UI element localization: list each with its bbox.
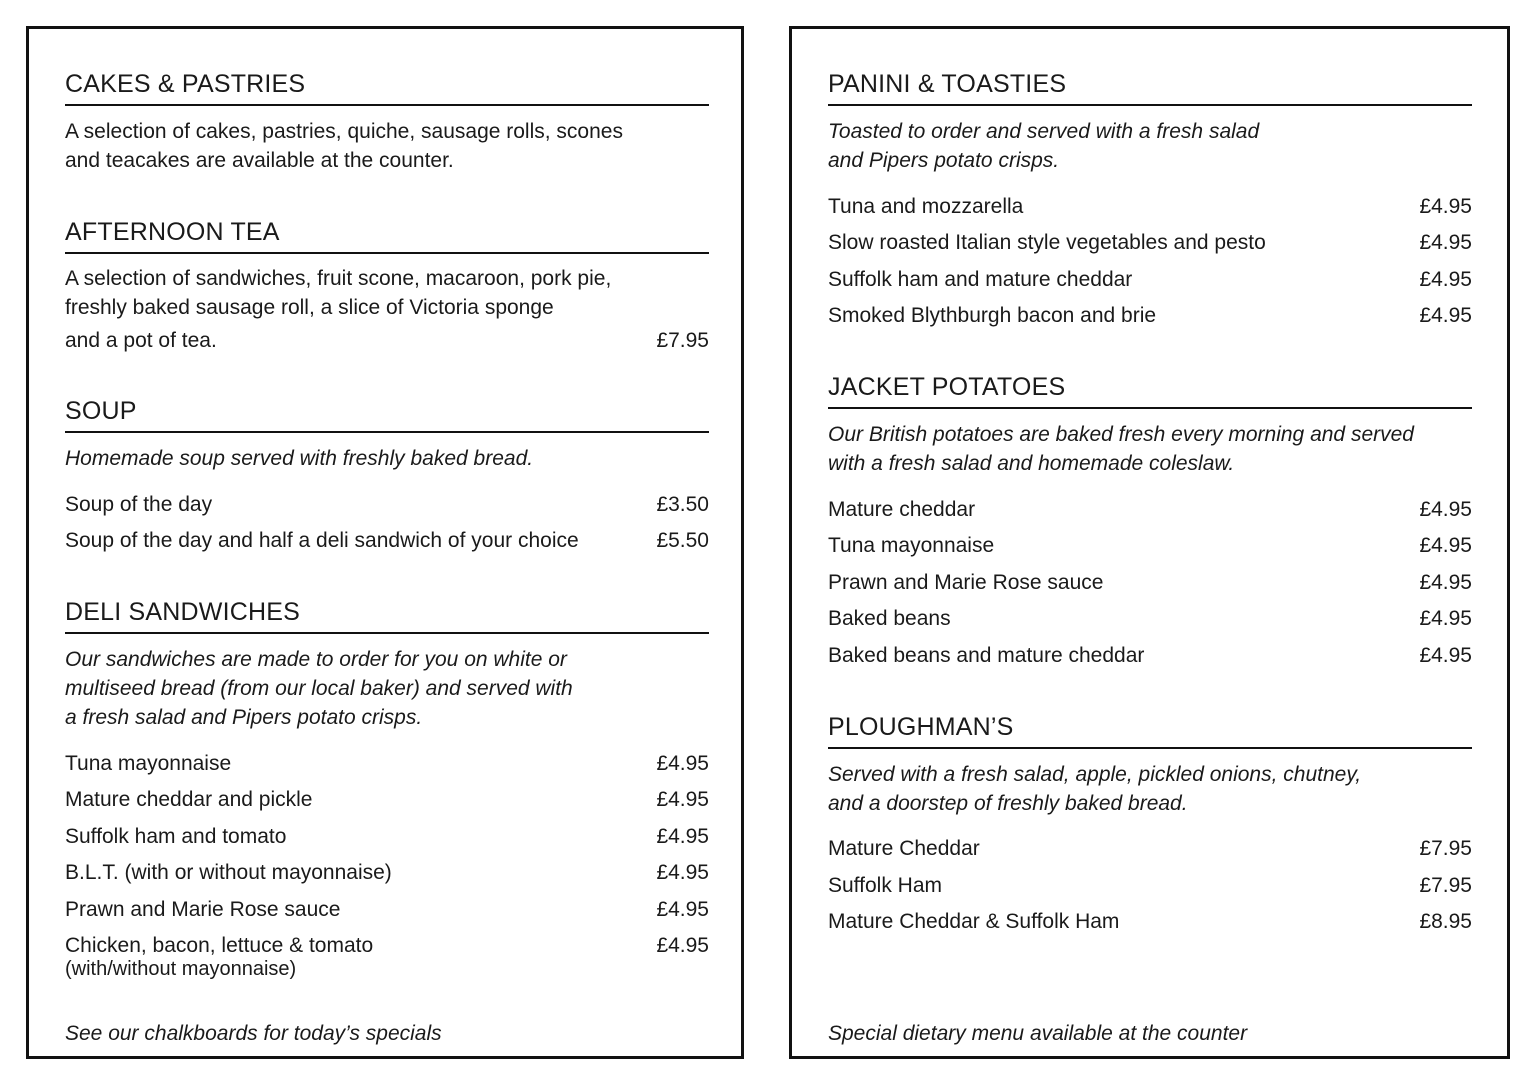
item-price: £7.95: [656, 329, 709, 352]
menu-item: [828, 267, 1472, 293]
item-price: £4.95: [1419, 268, 1472, 291]
jacket-desc-line: with a fresh salad and homemade coleslaw.: [828, 452, 1235, 475]
item-price: £4.95: [1419, 571, 1472, 594]
item-name-sub: (with/without mayonnaise): [65, 958, 297, 980]
item-name: Mature cheddar: [828, 498, 976, 521]
section-heading-jacket-potatoes: JACKET POTATOES: [828, 372, 1472, 409]
afternoon-tea-desc-line: A selection of sandwiches, fruit scone, macaroon, pork pie,: [65, 267, 612, 290]
item-price: £4.95: [1419, 304, 1472, 327]
deli-desc-line: multiseed bread (from our local baker) and served with: [65, 677, 573, 700]
section-heading-afternoon-tea: AFTERNOON TEA: [65, 217, 709, 254]
item-price: £4.95: [656, 788, 709, 811]
deli-desc-line: Our sandwiches are made to order for you on white or: [65, 648, 567, 671]
item-name: Mature cheddar and pickle: [65, 788, 313, 811]
item-price: £4.95: [1419, 607, 1472, 630]
deli-desc-line: a fresh salad and Pipers potato crisps.: [65, 706, 423, 729]
menu-item: [65, 897, 709, 923]
ploughmans-desc-line: Served with a fresh salad, apple, pickled onions, chutney,: [828, 763, 1362, 786]
item-price: £4.95: [1419, 534, 1472, 557]
item-name: B.L.T. (with or without mayonnaise): [65, 861, 392, 884]
item-name: Mature Cheddar: [828, 837, 980, 860]
section-heading-deli-sandwiches: DELI SANDWICHES: [65, 597, 709, 634]
item-name: Prawn and Marie Rose sauce: [828, 571, 1104, 594]
footer-note: See our chalkboards for today’s specials: [65, 1022, 442, 1045]
deli-description: [65, 645, 665, 732]
panini-desc-line: Toasted to order and served with a fresh salad: [828, 120, 1260, 143]
menu-item: [828, 570, 1472, 596]
item-name: Tuna mayonnaise: [828, 534, 995, 557]
item-price: £4.95: [656, 898, 709, 921]
menu-item: [828, 643, 1472, 669]
item-price: £4.95: [1419, 644, 1472, 667]
footer-note: Special dietary menu available at the counter: [828, 1022, 1248, 1045]
left-menu-panel: [26, 26, 744, 1059]
section-heading-soup: SOUP: [65, 396, 709, 433]
afternoon-tea-desc-line: and a pot of tea.: [65, 329, 217, 352]
cakes-description: [65, 117, 665, 175]
item-price: £4.95: [1419, 195, 1472, 218]
item-name-main: Chicken, bacon, lettuce & tomato: [65, 934, 374, 957]
ploughmans-description: [828, 760, 1428, 818]
item-name: [65, 933, 373, 979]
jacket-description: [828, 420, 1458, 478]
soup-desc-line: Homemade soup served with freshly baked bread.: [65, 447, 534, 470]
item-price: £7.95: [1419, 874, 1472, 897]
item-price: £4.95: [1419, 231, 1472, 254]
menu-item: [65, 933, 709, 982]
section-heading-panini: PANINI & TOASTIES: [828, 69, 1472, 106]
afternoon-tea-description: [65, 264, 665, 322]
item-price: £4.95: [656, 861, 709, 884]
item-name: Soup of the day and half a deli sandwich of your choice: [65, 529, 579, 552]
afternoon-tea-desc-line: freshly baked sausage roll, a slice of Victoria sponge: [65, 296, 554, 319]
menu-item: [828, 873, 1472, 899]
item-price: £4.95: [656, 752, 709, 775]
afternoon-tea-item: [65, 328, 709, 354]
panini-description: [828, 117, 1428, 175]
item-name: Slow roasted Italian style vegetables and pesto: [828, 231, 1266, 254]
soup-description: [65, 444, 665, 473]
menu-item: [828, 606, 1472, 632]
item-name: Mature Cheddar & Suffolk Ham: [828, 910, 1120, 933]
menu-item: [828, 533, 1472, 559]
right-menu-panel: [789, 26, 1510, 1059]
section-heading-ploughmans: PLOUGHMAN’S: [828, 712, 1472, 749]
menu-item: [828, 497, 1472, 523]
item-name: Smoked Blythburgh bacon and brie: [828, 304, 1157, 327]
section-heading-cakes: CAKES & PASTRIES: [65, 69, 709, 106]
menu-item: [65, 860, 709, 886]
item-price: £8.95: [1419, 910, 1472, 933]
item-price: £5.50: [656, 529, 709, 552]
jacket-desc-line: Our British potatoes are baked fresh every morning and served: [828, 423, 1414, 446]
cakes-desc-line: A selection of cakes, pastries, quiche, sausage rolls, scones: [65, 120, 623, 143]
menu-item: [65, 787, 709, 813]
item-name: Soup of the day: [65, 493, 213, 516]
menu-item: [65, 824, 709, 850]
item-name: Baked beans: [828, 607, 951, 630]
menu-item: [828, 836, 1472, 862]
menu-item: [828, 909, 1472, 935]
menu-item: [65, 528, 709, 554]
item-name: Baked beans and mature cheddar: [828, 644, 1145, 667]
ploughmans-desc-line: and a doorstep of freshly baked bread.: [828, 792, 1188, 815]
item-price: £4.95: [656, 934, 709, 957]
item-name: Tuna mayonnaise: [65, 752, 232, 775]
item-price: £4.95: [656, 825, 709, 848]
item-price: £4.95: [1419, 498, 1472, 521]
item-price: £3.50: [656, 493, 709, 516]
cakes-desc-line: and teacakes are available at the counter.: [65, 149, 454, 172]
menu-item: [828, 303, 1472, 329]
item-name: Prawn and Marie Rose sauce: [65, 898, 341, 921]
item-name: Suffolk ham and tomato: [65, 825, 287, 848]
panini-desc-line: and Pipers potato crisps.: [828, 149, 1060, 172]
menu-item: [828, 194, 1472, 220]
item-name: Suffolk ham and mature cheddar: [828, 268, 1133, 291]
menu-item: [65, 492, 709, 518]
item-name: Tuna and mozzarella: [828, 195, 1024, 218]
menu-item: [65, 751, 709, 777]
menu-item: [828, 230, 1472, 256]
item-price: £7.95: [1419, 837, 1472, 860]
item-name: Suffolk Ham: [828, 874, 942, 897]
